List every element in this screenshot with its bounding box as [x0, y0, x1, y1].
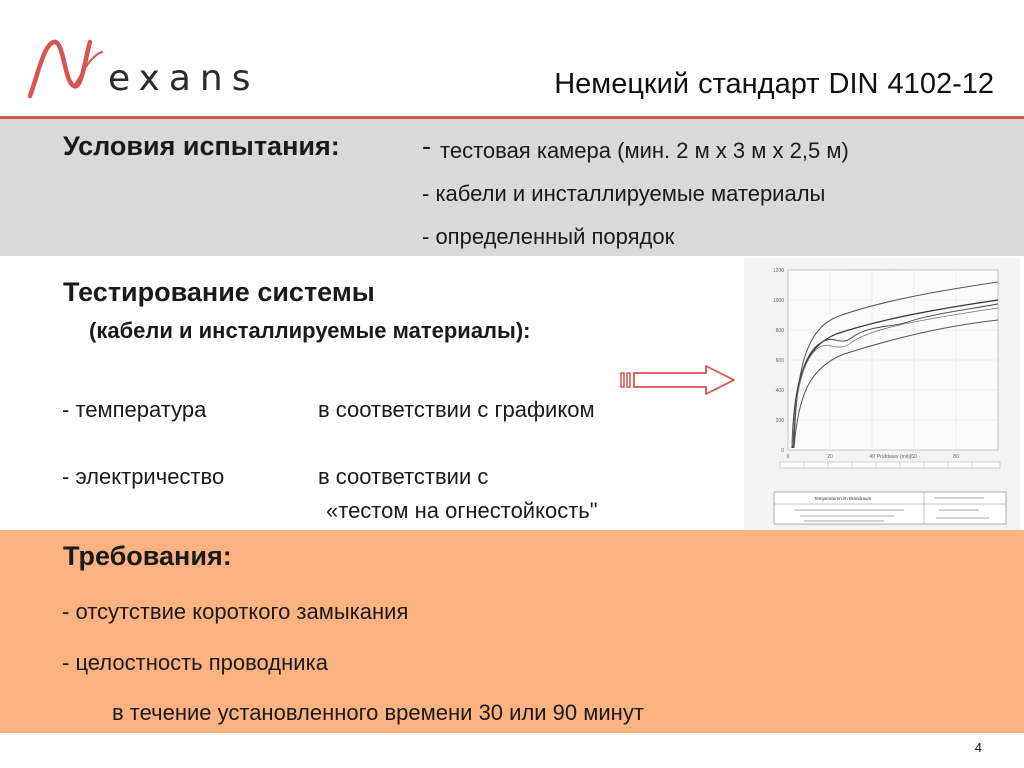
conditions-item: - кабели и инсталлируемые материалы [422, 181, 826, 206]
logo-wordmark: exans [108, 58, 260, 99]
electricity-label: - электричество [62, 464, 225, 489]
requirements-heading: Требования: [63, 541, 232, 571]
system-subheading: (кабели и инсталлируемые материалы): [89, 318, 531, 343]
temperature-label: - температура [62, 397, 207, 422]
conditions-item: тестовая камера (мин. 2 м х 3 м х 2,5 м) [440, 138, 849, 163]
figure-x-tick: 40 [869, 454, 875, 460]
electricity-value-line2: «тестом на огнестойкость" [326, 498, 598, 523]
page-number: 4 [974, 740, 982, 755]
figure-x-tick: 80 [953, 454, 959, 460]
conditions-heading: Условия испытания: [63, 131, 340, 161]
figure-x-tick: 60 [911, 454, 917, 460]
slide-title: Немецкий стандарт DIN 4102-12 [554, 68, 994, 100]
figure-y-tick: 0 [781, 448, 784, 454]
requirements-item: - целостность проводника [62, 650, 328, 675]
figure-y-tick: 1000 [772, 298, 784, 304]
figure-y-tick: 400 [775, 388, 784, 394]
figure-y-tick: 600 [775, 358, 784, 364]
figure-x-tick: 20 [827, 454, 833, 460]
conditions-item: - определенный порядок [422, 224, 675, 249]
logo-n-swoosh [24, 34, 114, 106]
requirements-note: в течение установленного времени 30 или 90 минут [112, 700, 644, 725]
requirements-item: - отсутствие короткого замыкания [62, 599, 409, 624]
conditions-lead-dash: - [422, 131, 431, 161]
figure-y-tick: 200 [775, 418, 784, 424]
figure-y-tick: 800 [775, 328, 784, 334]
temperature-curve-figure [744, 258, 1020, 530]
figure-table-header: Temperaturen im Brandraum [814, 496, 872, 501]
figure-y-tick: 1200 [772, 268, 784, 274]
figure-x-label: Prüfdauer [min] [876, 454, 912, 460]
system-heading: Тестирование системы [63, 277, 375, 307]
electricity-value: в соответствии с [318, 464, 489, 489]
temperature-value: в соответствии с графиком [318, 397, 595, 422]
nexans-logo [24, 34, 264, 106]
arrow-right-icon [620, 364, 736, 396]
figure-x-tick: 0 [786, 454, 790, 460]
